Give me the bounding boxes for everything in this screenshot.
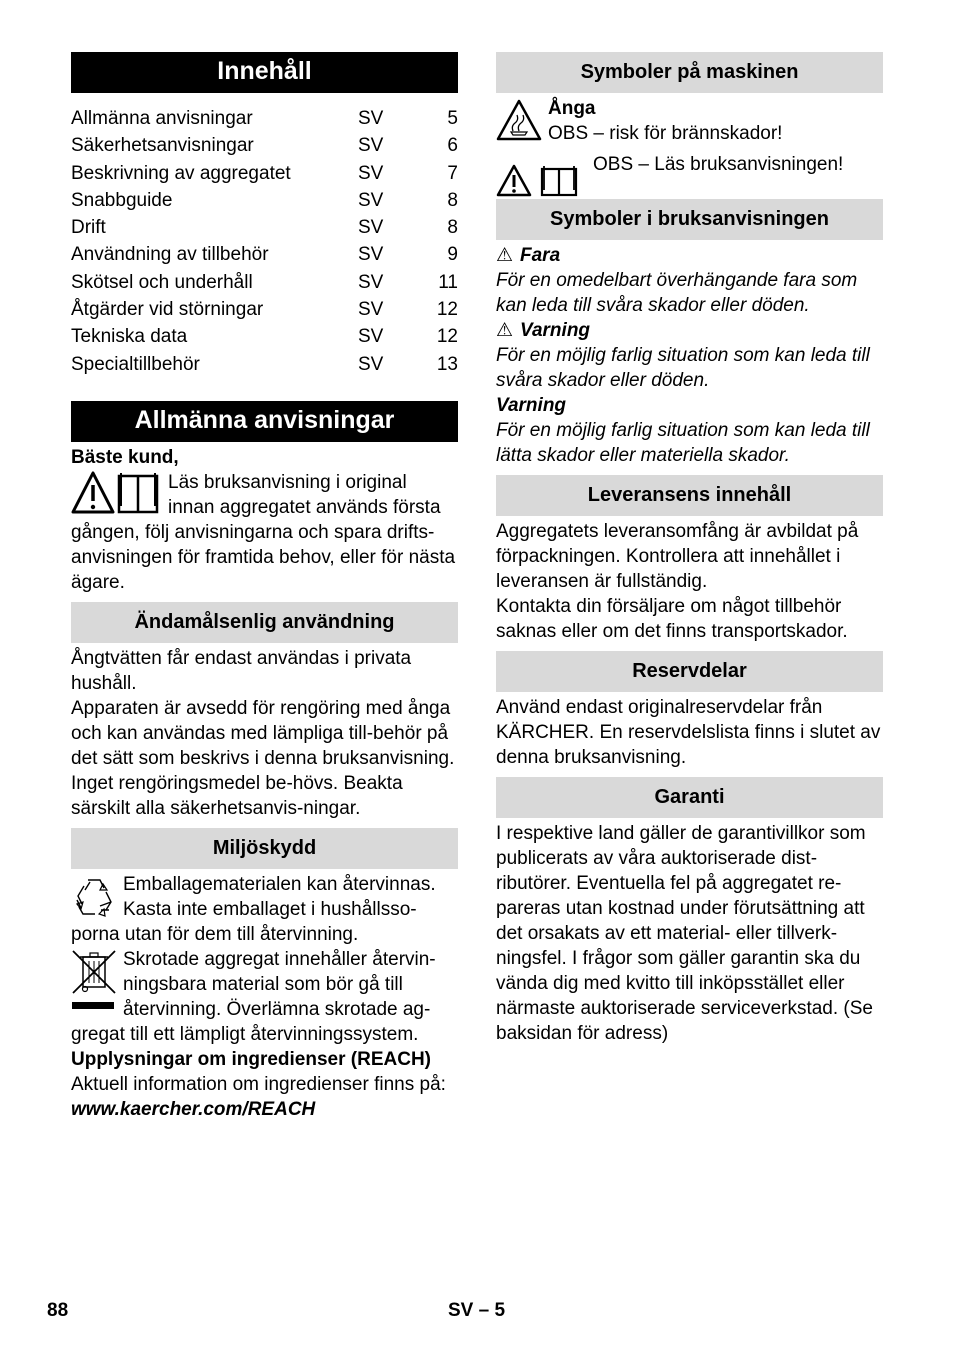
toc-page: 6	[447, 135, 458, 157]
delivery-heading: Leveransens innehåll	[496, 475, 883, 516]
environment-heading: Miljöskydd	[71, 828, 458, 869]
toc-row	[71, 241, 458, 268]
reach-url: www.kaercher.com/REACH	[71, 1098, 316, 1120]
delivery-p2: Kontakta din försäljare om något tillbehör saknas eller om det finns transportskador.	[496, 596, 848, 642]
spare-parts-p1: Använd endast originalreservdelar från KÄRCHER. En reservdelslista finns i slutet av denna bruksanvisning.	[496, 697, 881, 768]
toc-row	[71, 105, 458, 132]
warning-triangle-icon: ⚠	[496, 320, 514, 341]
toc-lang: SV	[358, 299, 384, 321]
toc-lang: SV	[358, 217, 384, 239]
caution-text: För en möjlig farlig situation som kan leda till lätta skador eller materiella skador.	[496, 420, 870, 466]
greeting: Bäste kund,	[71, 446, 179, 468]
right-column	[496, 52, 883, 1046]
delivery-p1: Aggregatets leveransomfång är avbildat på förpackningen. Kontrollera att innehållet i leveransen är fullständig.	[496, 521, 859, 592]
toc-row	[71, 132, 458, 159]
recycle-block	[71, 872, 458, 947]
weee-block	[71, 947, 458, 1047]
toc-lang: SV	[358, 135, 384, 157]
danger-text: För en omedelbart överhängande fara som kan leda till svåra skador eller döden.	[496, 270, 858, 316]
reach-text: Aktuell information om ingredienser finns på:	[71, 1073, 446, 1095]
weee-line-1: Skrotade aggregat innehåller återvin-	[123, 948, 436, 970]
toc-page: 11	[438, 271, 458, 293]
intro-line-2: innan aggregatet används första	[168, 496, 441, 518]
toc-lang: SV	[358, 271, 384, 293]
toc-row	[71, 323, 458, 350]
toc-label: Skötsel och underhåll	[71, 271, 253, 293]
intro-text: gången, följ anvisningarna och spara drifts-anvisningen för framtida behov, eller för nästa ägare.	[71, 521, 456, 593]
section-reference: SV – 5	[448, 1300, 506, 1321]
manual-symbols-heading: Symboler i bruksanvisningen	[496, 199, 883, 240]
steam-text: OBS – risk för brännskador!	[548, 123, 783, 144]
machine-symbols-heading: Symboler på maskinen	[496, 52, 883, 93]
reach-title: Upplysningar om ingredienser (REACH)	[71, 1048, 431, 1070]
toc-label: Specialtillbehör	[71, 353, 200, 375]
hot-steam-warning-icon	[496, 98, 542, 142]
toc-page: 7	[447, 162, 458, 184]
warning-text: För en möjlig farlig situation som kan leda till svåra skador eller döden.	[496, 345, 870, 391]
recycle-icon	[71, 876, 117, 920]
warranty-heading: Garanti	[496, 777, 883, 818]
toc-label: Beskrivning av aggregatet	[71, 162, 291, 184]
toc-row	[71, 296, 458, 323]
toc-row	[71, 351, 458, 378]
toc-label: Användning av tillbehör	[71, 244, 269, 266]
danger-warning-icon: ⚠	[496, 245, 514, 266]
intro-line-1: Läs bruksanvisning i original	[168, 471, 407, 493]
crossed-bin-icon	[71, 949, 117, 1013]
toc-lang: SV	[358, 244, 384, 266]
warning-manual-icon	[71, 468, 161, 518]
toc-page: 13	[436, 353, 458, 375]
general-heading: Allmänna anvisningar	[71, 401, 458, 442]
toc-page: 12	[436, 326, 458, 348]
intended-use-p1: Ångtvätten får endast användas i privata hushåll.	[71, 647, 412, 694]
weee-line-2: ningsbara material som bör gå till	[123, 973, 403, 995]
toc-row	[71, 160, 458, 187]
steam-title: Ånga	[548, 98, 596, 119]
toc-row	[71, 214, 458, 241]
toc-page: 5	[447, 108, 458, 129]
danger-title: ⚠ Fara	[496, 245, 561, 266]
warning-title: ⚠ Varning	[496, 320, 591, 341]
manual-symbol-block	[496, 154, 883, 196]
steam-symbol-block	[496, 96, 883, 146]
recycle-text: porna utan för dem till återvinning.	[71, 923, 359, 945]
toc-row	[71, 187, 458, 214]
toc-lang: SV	[358, 108, 384, 129]
toc-page: 8	[447, 189, 458, 211]
toc-heading: Innehåll	[71, 52, 458, 93]
toc-label: Snabbguide	[71, 189, 173, 211]
weee-line-3: återvinning. Överlämna skrotade ag-	[123, 998, 431, 1020]
manual-text: OBS – Läs bruksanvisningen!	[593, 154, 844, 175]
toc-label: Åtgärder vid störningar	[71, 299, 264, 321]
toc-label: Tekniska data	[71, 326, 188, 348]
warranty-p1: I respektive land gäller de garantivillkor som publicerats av våra auktoriserade dist-ributörer. Eventuella fel på aggregatet re-pareras utan kostnad under förutsättning att det orsakats av ett material- eller tillverk-ningsfel. I frågor som gäller garantin ska du vända dig med kvitto till inköpsstället eller närmaste auktoriserade serviceverkstad. (Se baksidan för adress)	[496, 823, 873, 1044]
toc-lang: SV	[358, 162, 384, 184]
left-column	[71, 52, 458, 1122]
toc-page: 8	[447, 217, 458, 239]
table-of-contents	[71, 105, 458, 378]
recycle-line-2: Kasta inte emballaget i hushållsso-	[123, 898, 417, 920]
page-number: 88	[47, 1300, 69, 1321]
toc-label: Allmänna anvisningar	[71, 108, 253, 129]
toc-lang: SV	[358, 189, 384, 211]
spare-parts-heading: Reservdelar	[496, 651, 883, 692]
intended-use-p2: Apparaten är avsedd för rengöring med ånga och kan användas med lämpliga till-behör på det sätt som beskrivs i denna bruksanvisning. Inget rengöringsmedel be-hövs. Beakta särskilt alla säkerhetsanvis-ningar.	[71, 697, 455, 819]
toc-lang: SV	[358, 326, 384, 348]
toc-row	[71, 269, 458, 296]
intended-use-heading: Ändamålsenlig användning	[71, 602, 458, 643]
toc-lang: SV	[358, 353, 384, 375]
toc-label: Säkerhetsanvisningar	[71, 135, 254, 157]
toc-page: 9	[447, 244, 458, 266]
caution-title: Varning	[496, 395, 567, 416]
toc-label: Drift	[71, 217, 106, 239]
intro-block	[71, 470, 458, 595]
toc-page: 12	[436, 299, 458, 321]
weee-text: gregat till ett lämpligt återvinningssystem.	[71, 1023, 419, 1045]
recycle-line-1: Emballagematerialen kan återvinnas.	[123, 873, 436, 895]
